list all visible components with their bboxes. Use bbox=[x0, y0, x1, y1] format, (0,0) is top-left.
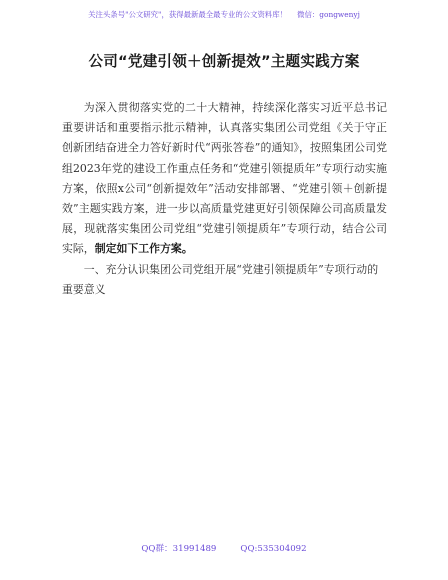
intro-paragraph bbox=[62, 98, 387, 260]
document-title: 公司“党建引领＋创新提效”主题实践方案 bbox=[88, 53, 360, 70]
section-heading-1: 一、充分认识集团公司党组开展“党建引领提质年”专项行动的重要意义 bbox=[62, 262, 379, 296]
intro-text: 为深入贯彻落实党的二十大精神，持续深化落实习近平总书记重要讲话和重要指示批示精神，认真落实集团公司党组《关于守正创新团结奋进全力答好新时代“两张答卷”的通知》，按照集团公司党组2023年党的建设工作重点任务和“党建引领提质年”专项行动实施方案，依照x公司“创新提效年”活动安排部署、“党建引领＋创新提效”主题实践方案，进一步以高质量党建更好引领保障公司高质量发展，现就落实集团公司党组“党建引领提质年”专项行动，结合公司实际， bbox=[62, 101, 387, 256]
qq-group-text: QQ群：31991489 bbox=[141, 544, 217, 554]
document-body bbox=[62, 98, 387, 300]
qq-text: QQ:535304092 bbox=[240, 544, 307, 554]
top-banner bbox=[0, 9, 448, 20]
intro-bold-text: 制定如下工作方案。 bbox=[94, 242, 193, 256]
promo-text: 关注头条号"公文研究"，获得最新最全最专业的公文资料库！ bbox=[88, 10, 288, 19]
footer bbox=[0, 542, 448, 554]
wechat-text: 微信：gongwenyj bbox=[297, 10, 360, 19]
